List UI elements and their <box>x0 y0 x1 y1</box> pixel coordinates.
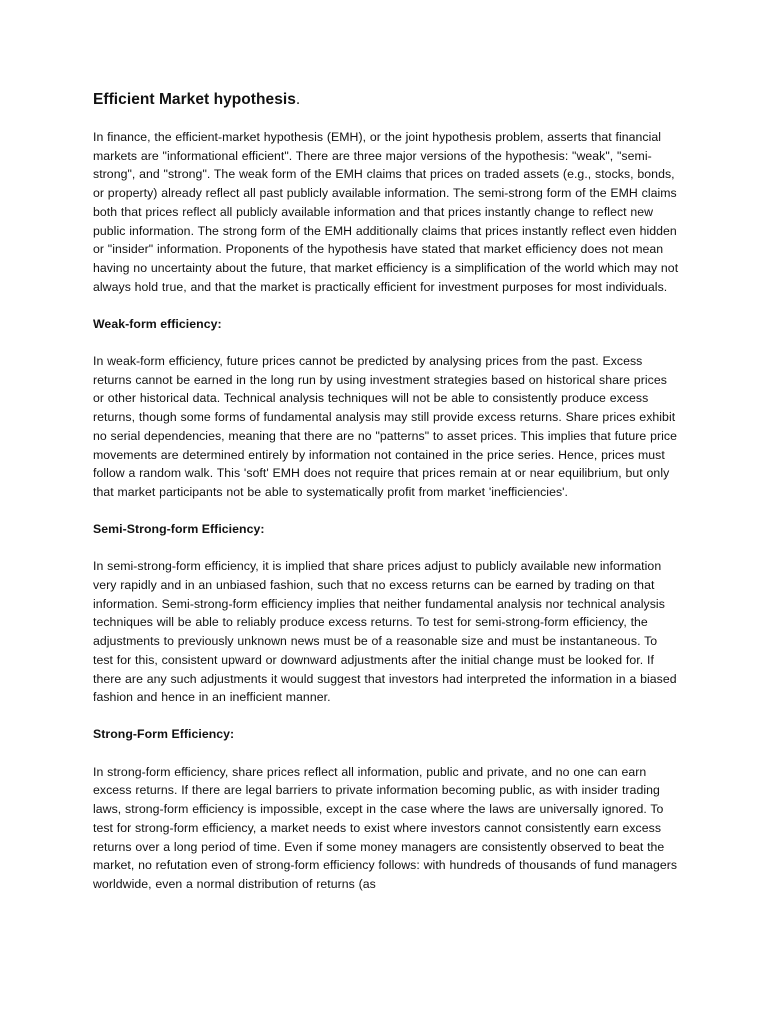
semi-strong-form-paragraph: In semi-strong-form efficiency, it is implied that share prices adjust to publicly available new information very rapidly and in an unbiased fashion, such that no excess returns can be earned by trading on that information. Semi-strong-form efficiency implies that neither fundamental analysis nor technical analysis techniques will be able to reliably produce excess returns. To test for semi-strong-form efficiency, the adjustments to previously unknown news must be of a reasonable size and must be instantaneous. To test for this, consistent upward or downward adjustments after the initial change must be looked for. If there are any such adjustments it would suggest that investors had interpreted the information in a biased fashion and hence in an inefficient manner. <box>93 559 677 705</box>
document-title-text: Efficient Market hypothesis <box>93 91 296 108</box>
spacer <box>93 110 679 128</box>
spacer <box>93 502 679 521</box>
spacer <box>93 744 679 763</box>
document-title-period: . <box>295 91 301 108</box>
intro-paragraph: In finance, the efficient-market hypothesis (EMH), or the joint hypothesis problem, asserts that financial markets are "informational efficient". There are three major versions of the hypothesis: "weak", "semi-strong", and "strong". The weak form of the EMH claims that prices on traded assets (e.g., stocks, bonds, or property) already reflect all past publicly available information. The semi-strong form of the EMH claims both that prices reflect all publicly available information and that prices instantly change to reflect new public information. The strong form of the EMH additionally claims that prices instantly reflect even hidden or "insider" information. Proponents of the hypothesis have stated that market efficiency does not mean having no uncertainty about the future, that market efficiency is a simplification of the world which may not always hold true, and that the market is practically efficient for investment purposes for most individuals. <box>93 130 679 294</box>
weak-form-paragraph: In weak-form efficiency, future prices cannot be predicted by analysing prices from the past. Excess returns cannot be earned in the long run by using investment strategies based on historical share prices or other historical data. Technical analysis techniques will not be able to consistently produce excess returns, though some forms of fundamental analysis may still provide excess returns. Share prices exhibit no serial dependencies, meaning that there are no "patterns" to asset prices. This implies that future price movements are determined entirely by information not contained in the price series. Hence, prices must follow a random walk. This 'soft' EMH does not require that prices remain at or near equilibrium, but only that market participants not be able to systematically profit from market 'inefficiencies'. <box>93 354 677 499</box>
strong-form-heading: Strong-Form Efficiency: <box>93 727 235 742</box>
document-title <box>93 90 679 110</box>
spacer <box>93 539 679 558</box>
semi-strong-form-heading: Semi-Strong-form Efficiency: <box>93 522 265 537</box>
spacer <box>93 334 679 353</box>
spacer <box>93 296 679 315</box>
strong-form-paragraph: In strong-form efficiency, share prices reflect all information, public and private, and no one can earn excess returns. If there are legal barriers to private information becoming public, as with insider trading laws, strong-form efficiency is impossible, except in the case where the laws are universally ignored. To test for strong-form efficiency, a market needs to exist where investors cannot consistently earn excess returns over a long period of time. Even if some money managers are consistently observed to beat the market, no refutation even of strong-form efficiency follows: with hundreds of thousands of fund managers worldwide, even a normal distribution of returns (as <box>93 764 678 891</box>
spacer <box>93 707 679 726</box>
weak-form-heading: Weak-form efficiency: <box>93 316 222 331</box>
document-page <box>93 90 679 894</box>
